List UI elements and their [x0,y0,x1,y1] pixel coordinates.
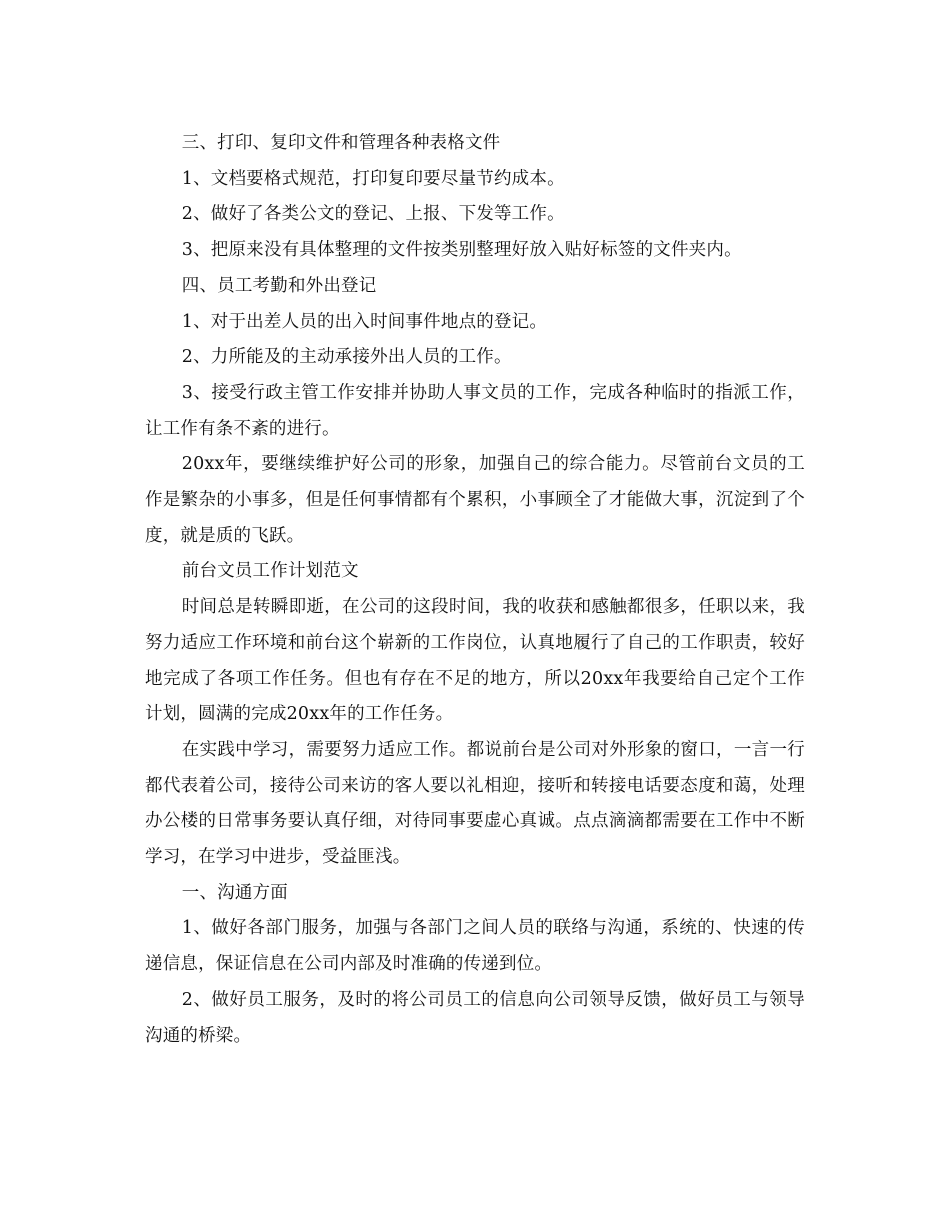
section-heading-attendance: 四、员工考勤和外出登记 [181,275,377,296]
body-paragraph: 时间总是转瞬即逝，在公司的这段时间，我的收获和感触都很多，任职以来，我努力适应工作环境和前台这个崭新的工作岗位，认真地履行了自己的工作职责，较好地完成了各项工作任务。但也有存在不足的地方，所以20xx年我要给自己定个工作计划，圆满的完成20xx年的工作任务。 [145,597,805,725]
list-item: 2、力所能及的主动承接外出人员的工作。 [181,347,512,368]
section-heading-printing: 三、打印、复印文件和管理各种表格文件 [181,133,501,153]
list-item: 1、做好各部门服务，加强与各部门之间人员的联络与沟通，系统的、快速的传递信息，保证信息在公司内部及时准确的传递到位。 [145,918,805,975]
list-item: 3、把原来没有具体整理的文件按类别整理好放入贴好标签的文件夹内。 [181,240,742,261]
list-item: 1、文档要格式规范，打印复印要尽量节约成本。 [181,168,565,189]
section-heading-communication: 一、沟通方面 [181,882,288,903]
list-item: 3、接受行政主管工作安排并协助人事文员的工作，完成各种临时的指派工作，让工作有条不紊的进行。 [145,382,805,439]
article-title: 前台文员工作计划范文 [181,561,359,582]
list-item: 1、对于出差人员的出入时间事件地点的登记。 [181,311,548,332]
body-paragraph: 20xx年，要继续维护好公司的形象，加强自己的综合能力。尽管前台文员的工作是繁杂的小事多，但是任何事情都有个累积，小事顾全了才能做大事，沉淀到了个度，就是质的飞跃。 [145,454,805,546]
list-item: 2、做好了各类公文的登记、上报、下发等工作。 [181,204,565,225]
document-body [145,126,805,1054]
list-item: 2、做好员工服务，及时的将公司员工的信息向公司领导反馈，做好员工与领导沟通的桥梁。 [145,989,805,1046]
body-paragraph: 在实践中学习，需要努力适应工作。都说前台是公司对外形象的窗口，一言一行都代表着公司，接待公司来访的客人要以礼相迎，接听和转接电话要态度和蔼，处理办公楼的日常事务要认真仔细，对待同事要虚心真诚。点点滴滴都需要在工作中不断学习，在学习中进步，受益匪浅。 [145,739,805,868]
